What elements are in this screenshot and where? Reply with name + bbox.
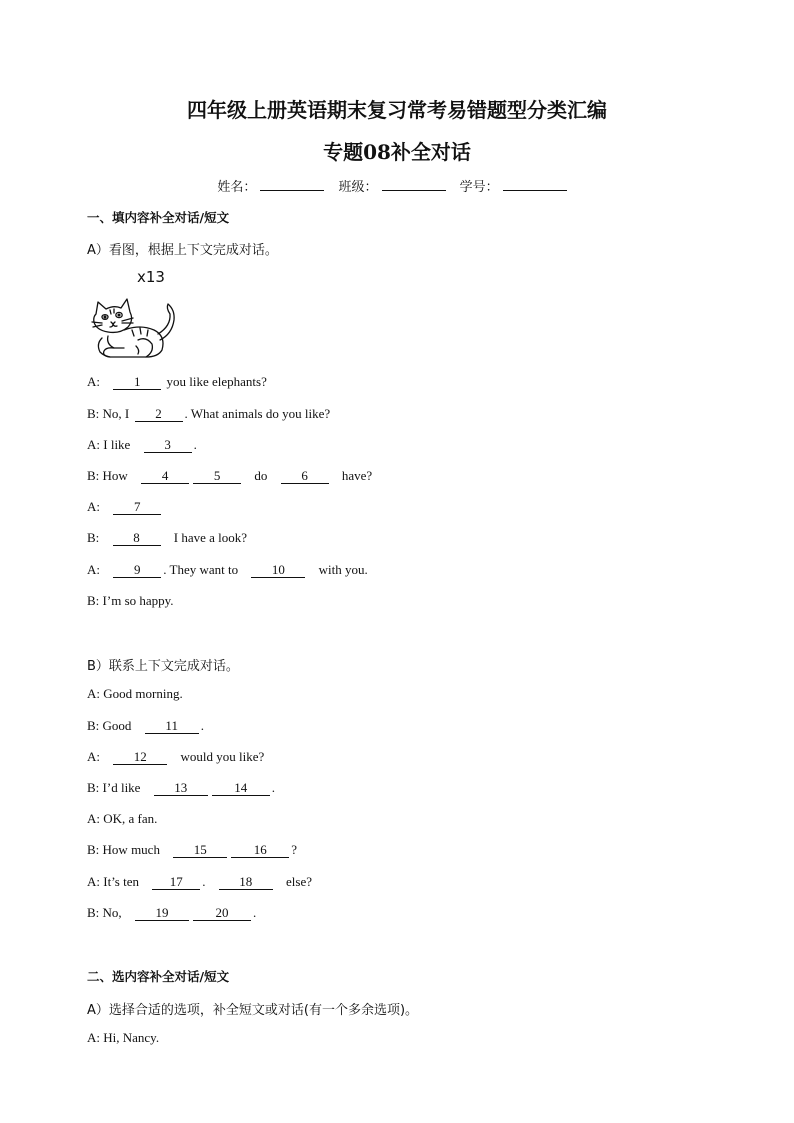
blank-13[interactable]: 13 xyxy=(154,781,208,796)
speaker-label: A: xyxy=(87,437,100,452)
speaker-label: A: xyxy=(87,686,100,701)
section1-heading: 一、填内容补全对话/短文 xyxy=(87,210,230,225)
dialog-text: . They want to xyxy=(163,562,239,577)
dialog-line-b5 xyxy=(87,811,157,827)
section2-heading: 二、选内容补全对话/短文 xyxy=(87,969,230,984)
blank-11[interactable]: 11 xyxy=(145,719,199,734)
document-subtitle: 专题08补全对话 xyxy=(323,140,471,164)
dialog-text: I’m so happy. xyxy=(102,593,174,608)
speaker-label: A: xyxy=(87,374,100,389)
dialog-line-b7 xyxy=(87,874,312,890)
speaker-label: B: xyxy=(87,530,100,545)
dialog-line-b6 xyxy=(87,842,297,858)
section1-partB-instruction: B）联系上下文完成对话。 xyxy=(87,659,239,674)
dialog-line-a5 xyxy=(87,499,163,515)
blank-6[interactable]: 6 xyxy=(281,469,329,484)
dialog-line-b8 xyxy=(87,905,256,921)
document-title: 四年级上册英语期末复习常考易错题型分类汇编 xyxy=(187,98,607,122)
blank-5[interactable]: 5 xyxy=(193,469,241,484)
speaker-label: B: xyxy=(87,406,100,421)
dialog-line-b3 xyxy=(87,749,264,765)
speaker-label: B: xyxy=(87,593,100,608)
dialog-text: It’s ten xyxy=(103,874,139,889)
dialog-text: I have a look? xyxy=(173,530,248,545)
dialog-text: . xyxy=(271,780,275,795)
speaker-label: B: xyxy=(87,905,100,920)
speaker-label: B: xyxy=(87,780,100,795)
blank-19[interactable]: 19 xyxy=(135,906,189,921)
dialog-text: OK, a fan. xyxy=(103,811,158,826)
blank-1[interactable]: 1 xyxy=(113,375,161,390)
dialog-text: How xyxy=(102,468,128,483)
dialog-text: Good xyxy=(102,718,132,733)
blank-17[interactable]: 17 xyxy=(152,875,200,890)
section2-instruction: A）选择合适的选项，补全短文或对话(有一个多余选项)。 xyxy=(87,1003,419,1018)
class-blank[interactable] xyxy=(382,178,446,191)
dialog-line-a1 xyxy=(87,374,267,390)
dialog-text: with you. xyxy=(318,562,368,577)
blank-3[interactable]: 3 xyxy=(144,438,192,453)
dialog-text: Good morning. xyxy=(103,686,183,701)
dialog-text: . xyxy=(193,437,197,452)
blank-14[interactable]: 14 xyxy=(212,781,270,796)
dialog-text: do xyxy=(254,468,268,483)
dialog-text: you like elephants? xyxy=(166,374,267,389)
dialog-text: . What animals do you like? xyxy=(184,406,331,421)
dialog-line-a4 xyxy=(87,468,372,484)
section2-first-line: A: Hi, Nancy. xyxy=(87,1030,160,1045)
dialog-line-a7 xyxy=(87,562,368,578)
class-label: 班级： xyxy=(338,180,378,195)
blank-7[interactable]: 7 xyxy=(113,500,161,515)
speaker-label: A: xyxy=(87,874,100,889)
cat-icon xyxy=(88,296,180,360)
dialog-text: . xyxy=(252,905,257,920)
dialog-text: No, xyxy=(102,905,122,920)
student-info-row xyxy=(0,176,794,195)
animal-count: x13 xyxy=(137,268,165,286)
blank-16[interactable]: 16 xyxy=(231,843,289,858)
dialog-text: . xyxy=(202,874,206,889)
dialog-line-b1 xyxy=(87,686,183,702)
dialog-text: else? xyxy=(286,874,312,889)
dialog-line-b2 xyxy=(87,718,204,734)
blank-2[interactable]: 2 xyxy=(135,407,183,422)
name-blank[interactable] xyxy=(260,178,324,191)
dialog-text: No, I xyxy=(102,406,130,421)
speaker-label: A: xyxy=(87,499,100,514)
dialog-line-a6 xyxy=(87,530,247,546)
speaker-label: B: xyxy=(87,468,100,483)
blank-4[interactable]: 4 xyxy=(141,469,189,484)
speaker-label: A: xyxy=(87,811,100,826)
id-blank[interactable] xyxy=(503,178,567,191)
speaker-label: A: xyxy=(87,749,100,764)
blank-9[interactable]: 9 xyxy=(113,563,161,578)
dialog-line-a8 xyxy=(87,593,174,609)
dialog-text: ? xyxy=(291,842,297,857)
dialog-line-a3 xyxy=(87,437,197,453)
dialog-text: have? xyxy=(341,468,373,483)
dialog-text: . xyxy=(200,718,204,733)
blank-10[interactable]: 10 xyxy=(251,563,305,578)
blank-12[interactable]: 12 xyxy=(113,750,167,765)
speaker-label: B: xyxy=(87,718,100,733)
dialog-text: I like xyxy=(103,437,131,452)
blank-18[interactable]: 18 xyxy=(219,875,273,890)
blank-8[interactable]: 8 xyxy=(113,531,161,546)
blank-15[interactable]: 15 xyxy=(173,843,227,858)
dialog-line-b4 xyxy=(87,780,275,796)
dialog-line-a2 xyxy=(87,406,330,422)
id-label: 学号： xyxy=(459,180,499,195)
section1-partA-instruction: A）看图，根据上下文完成对话。 xyxy=(87,243,278,258)
name-label: 姓名： xyxy=(217,180,257,195)
speaker-label: A: xyxy=(87,562,100,577)
dialog-text: How much xyxy=(102,842,160,857)
blank-20[interactable]: 20 xyxy=(193,906,251,921)
dialog-text: I’d like xyxy=(102,780,141,795)
speaker-label: B: xyxy=(87,842,100,857)
dialog-text: would you like? xyxy=(180,749,265,764)
